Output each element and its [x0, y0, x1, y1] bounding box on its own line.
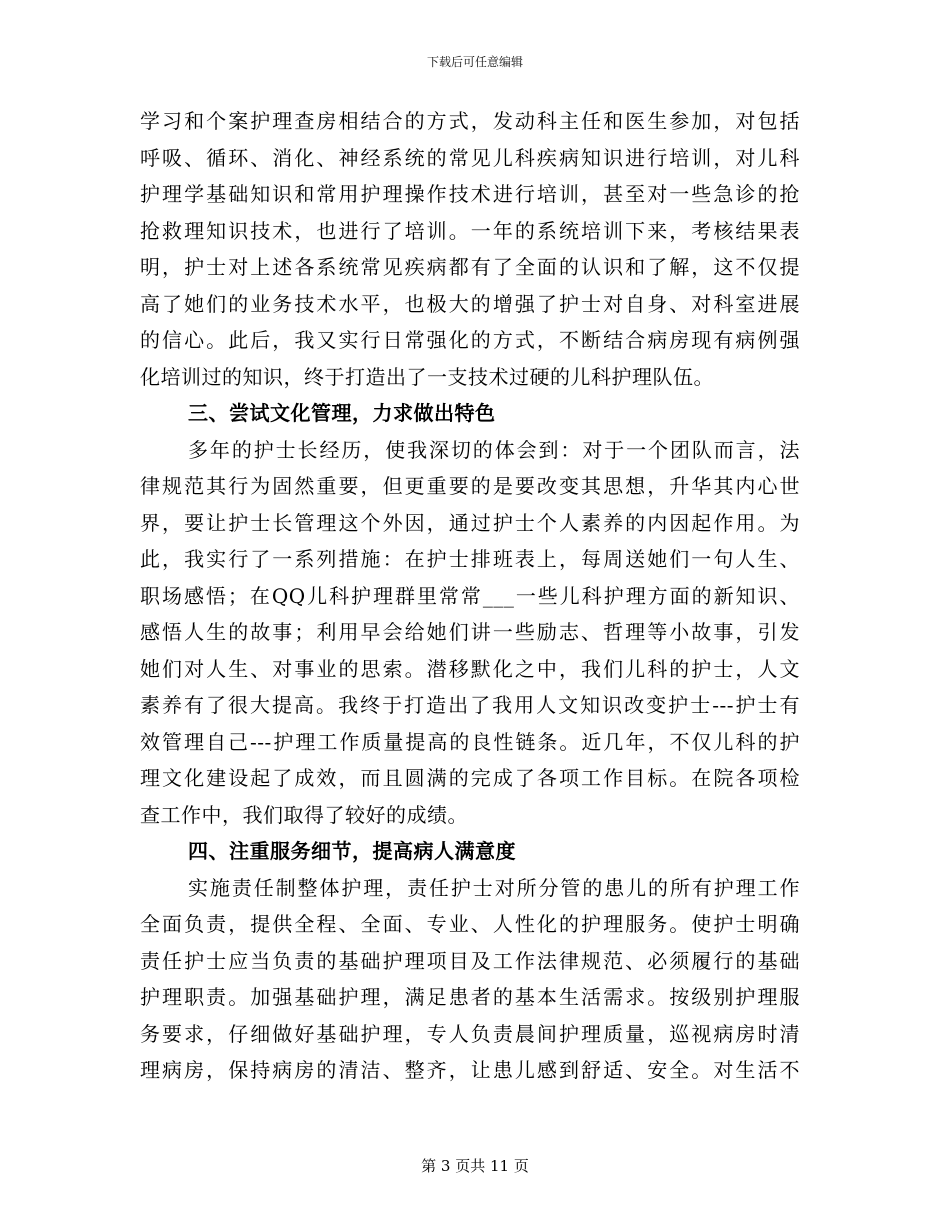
- text-line: 全面负责，提供全程、全面、专业、人性化的护理服务。使护士明确: [140, 912, 800, 936]
- page-header: 下载后可任意编辑: [426, 55, 523, 69]
- text-line: 律规范其行为固然重要，但更重要的是要改变其思想，升华其内心世: [140, 474, 800, 498]
- text-line: 护理职责。加强基础护理，满足患者的基本生活需求。按级别护理服: [140, 985, 800, 1009]
- text-line: 素养有了很大提高。我终于打造出了我用人文知识改变护士---护士有: [140, 693, 800, 717]
- text-line: 界，要让护士长管理这个外因，通过护士个人素养的内因起作用。为: [140, 510, 800, 535]
- section-heading-3: 三、尝试文化管理，力求做出特色: [188, 401, 496, 425]
- text-line: 理文化建设起了成效，而且圆满的完成了各项工作目标。在院各项检: [140, 766, 800, 790]
- section-heading-4: 四、注重服务细节，提高病人满意度: [188, 839, 516, 863]
- text-line: 实施责任制整体护理，责任护士对所分管的患儿的所有护理工作: [188, 875, 800, 900]
- text-line: 呼吸、循环、消化、神经系统的常见儿科疾病知识进行培训，对儿科: [140, 145, 800, 170]
- text-line: 明，护士对上述各系统常见疾病都有了全面的认识和了解，这不仅提: [140, 255, 800, 279]
- text-line: 她们对人生、对事业的思索。潜移默化之中，我们儿科的护士，人文: [140, 656, 800, 681]
- text-line: 高了她们的业务技术水平，也极大的增强了护士对自身、对科室进展: [140, 291, 800, 316]
- text-line: 感悟人生的故事；利用早会给她们讲一些励志、哲理等小故事，引发: [140, 620, 800, 644]
- text-line: 理病房，保持病房的清洁、整齐，让患儿感到舒适、安全。对生活不: [140, 1058, 800, 1082]
- text-line: 查工作中，我们取得了较好的成绩。: [140, 802, 468, 827]
- text-line: 护理学基础知识和常用护理操作技术进行培训，甚至对一些急诊的抢: [140, 182, 800, 206]
- text-line: 职场感悟；在QQ儿科护理群里常常___一些儿科护理方面的新知识、: [140, 583, 800, 608]
- text-line: 化培训过的知识，终于打造出了一支技术过硬的儿科护理队伍。: [140, 364, 714, 389]
- text-line: 务要求，仔细做好基础护理，专人负责晨间护理质量，巡视病房时清: [140, 1021, 800, 1046]
- text-line: 的信心。此后，我又实行日常强化的方式，不断结合病房现有病例强: [140, 328, 800, 352]
- document-body: [140, 103, 800, 1089]
- text-line: 此，我实行了一系列措施：在护士排班表上，每周送她们一句人生、: [140, 547, 800, 571]
- text-line: 抢救理知识技术，也进行了培训。一年的系统培训下来，考核结果表: [140, 218, 800, 243]
- text-line: 责任护士应当负责的基础护理项目及工作法律规范、必须履行的基础: [140, 948, 800, 973]
- page-number-footer: 第 3 页共 11 页: [421, 1157, 529, 1175]
- text-line: 多年的护士长经历，使我深切的体会到：对于一个团队而言，法: [188, 437, 800, 462]
- text-line: 学习和个案护理查房相结合的方式，发动科主任和医生参加，对包括: [140, 109, 800, 133]
- text-line: 效管理自己---护理工作质量提高的良性链条。近几年，不仅儿科的护: [140, 729, 800, 754]
